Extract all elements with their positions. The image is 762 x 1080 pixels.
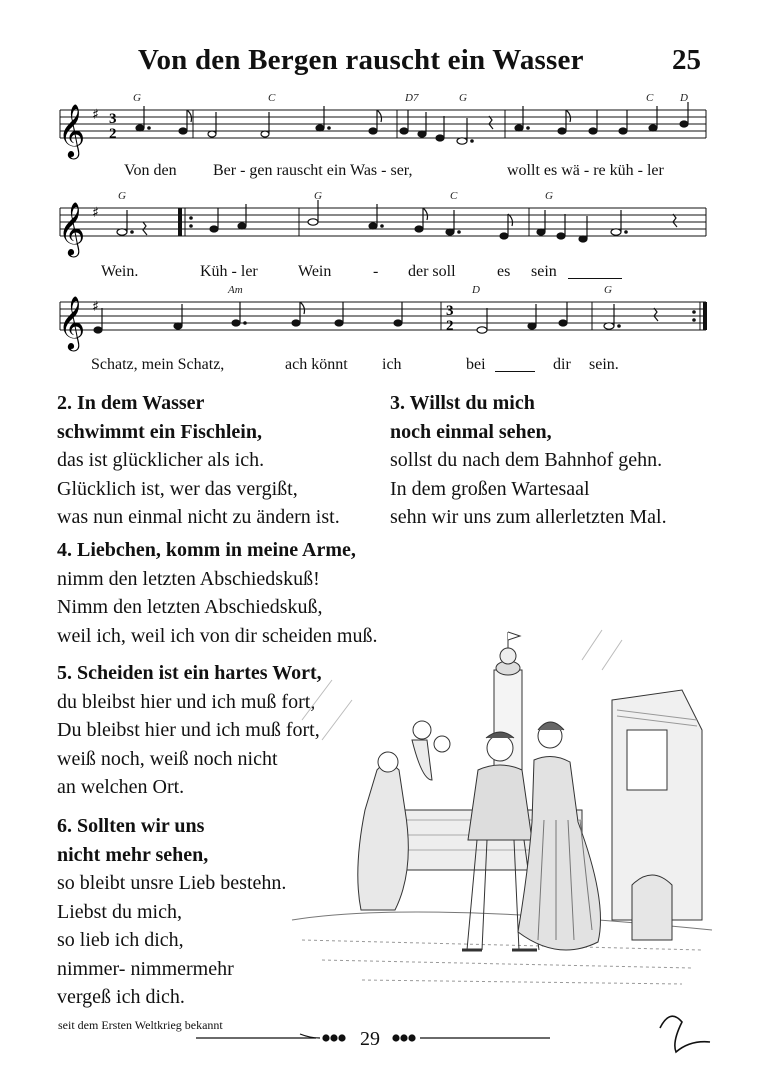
lyric-fragment: ach könnt [285, 356, 348, 373]
lyric-fragment: wollt es wä - re küh - ler [507, 162, 664, 179]
chord: G [604, 284, 612, 296]
key-signature-sharp: ♯ [92, 107, 99, 123]
verse-line: nimm den letzten Abschiedskuß! [57, 567, 320, 590]
verse-line: sehn wir uns zum allerletzten Mal. [390, 506, 667, 528]
lyric-fragment: dir [553, 356, 571, 373]
lyric-fragment: bei [466, 356, 486, 373]
chord: C [646, 92, 654, 104]
time-signature-bottom: 2 [109, 126, 117, 142]
lyric-fragment: sein [531, 263, 557, 280]
lyric-fragment: sein. [589, 356, 619, 373]
lyric-fragment: Wein [298, 263, 332, 280]
verse-heading: 4. Liebchen, komm in meine Arme, [57, 539, 356, 561]
verse-heading: 2. In dem Wasser [57, 392, 205, 414]
lyric-fragment: ich [382, 356, 402, 373]
verse-heading: noch einmal sehen, [390, 420, 552, 443]
chord: Am [228, 284, 243, 296]
verse-heading: schwimmt ein Fischlein, [57, 420, 262, 443]
time-signature-top: 3 [109, 111, 117, 127]
treble-clef: 𝄞 [58, 201, 86, 255]
song-number: 25 [672, 44, 701, 76]
verse-line: so bleibt unsre Lieb bestehn. [57, 872, 287, 894]
chord: C [450, 190, 458, 202]
lyric-fragment: Wein. [101, 263, 139, 280]
chord: G [118, 190, 126, 202]
chord: G [459, 92, 467, 104]
verse-line: das ist glücklicher als ich. [57, 449, 265, 471]
chord: G [545, 190, 553, 202]
treble-clef: 𝄞 [58, 103, 86, 157]
chord: C [268, 92, 276, 104]
verse-line: sollst du nach dem Bahnhof gehn. [390, 449, 663, 471]
verse-line: weiß noch, weiß noch nicht [57, 747, 278, 770]
verse-heading: 6. Sollten wir uns [57, 815, 205, 837]
lyric-fragment: der soll [408, 263, 456, 280]
lyric-fragment: - [373, 263, 379, 280]
chord: G [314, 190, 322, 202]
lyric-fragment: Ber - gen rauscht ein Was - ser, [213, 162, 413, 179]
lyric-fragment: Von den [124, 162, 177, 179]
chord: G [133, 92, 141, 104]
page-number: 29 [360, 1028, 380, 1050]
lyric-fragment: Küh - ler [200, 263, 258, 280]
lyric-fragment: Schatz, mein Schatz, [91, 356, 225, 373]
footnote: seit dem Ersten Weltkrieg bekannt [58, 1018, 223, 1032]
time-signature-top: 3 [446, 303, 454, 319]
treble-clef: 𝄞 [58, 295, 86, 349]
verse-line: an welchen Ort. [57, 776, 185, 798]
verse-line: so lieb ich dich, [57, 929, 184, 951]
chord: D [472, 284, 480, 296]
chord: D7 [405, 92, 419, 104]
verse-line: Glücklich ist, wer das vergißt, [57, 477, 298, 500]
verse-line: du bleibst hier und ich muß fort, [57, 690, 316, 713]
verse-line: Nimm den letzten Abschiedskuß, [57, 596, 323, 618]
key-signature-sharp: ♯ [92, 205, 99, 221]
song-title: Von den Bergen rauscht ein Wasser [138, 44, 584, 76]
chord: D [680, 92, 688, 104]
verse-line: weil ich, weil ich von dir scheiden muß. [57, 624, 378, 647]
verse-heading: 5. Scheiden ist ein hartes Wort, [57, 662, 322, 684]
verse-line: Du bleibst hier und ich muß fort, [57, 719, 320, 741]
verse-line: was nun einmal nicht zu ändern ist. [57, 506, 340, 528]
verse-heading: nicht mehr sehen, [57, 843, 209, 866]
verse-line: vergeß ich dich. [57, 986, 185, 1008]
verse-line: In dem großen Wartesaal [390, 477, 590, 500]
verse-line: Liebst du mich, [57, 900, 182, 923]
time-signature-bottom: 2 [446, 318, 454, 334]
key-signature-sharp: ♯ [92, 299, 99, 315]
verse-line: nimmer- nimmermehr [57, 957, 234, 980]
lyric-fragment: es [497, 263, 511, 280]
verse-heading: 3. Willst du mich [390, 392, 535, 414]
